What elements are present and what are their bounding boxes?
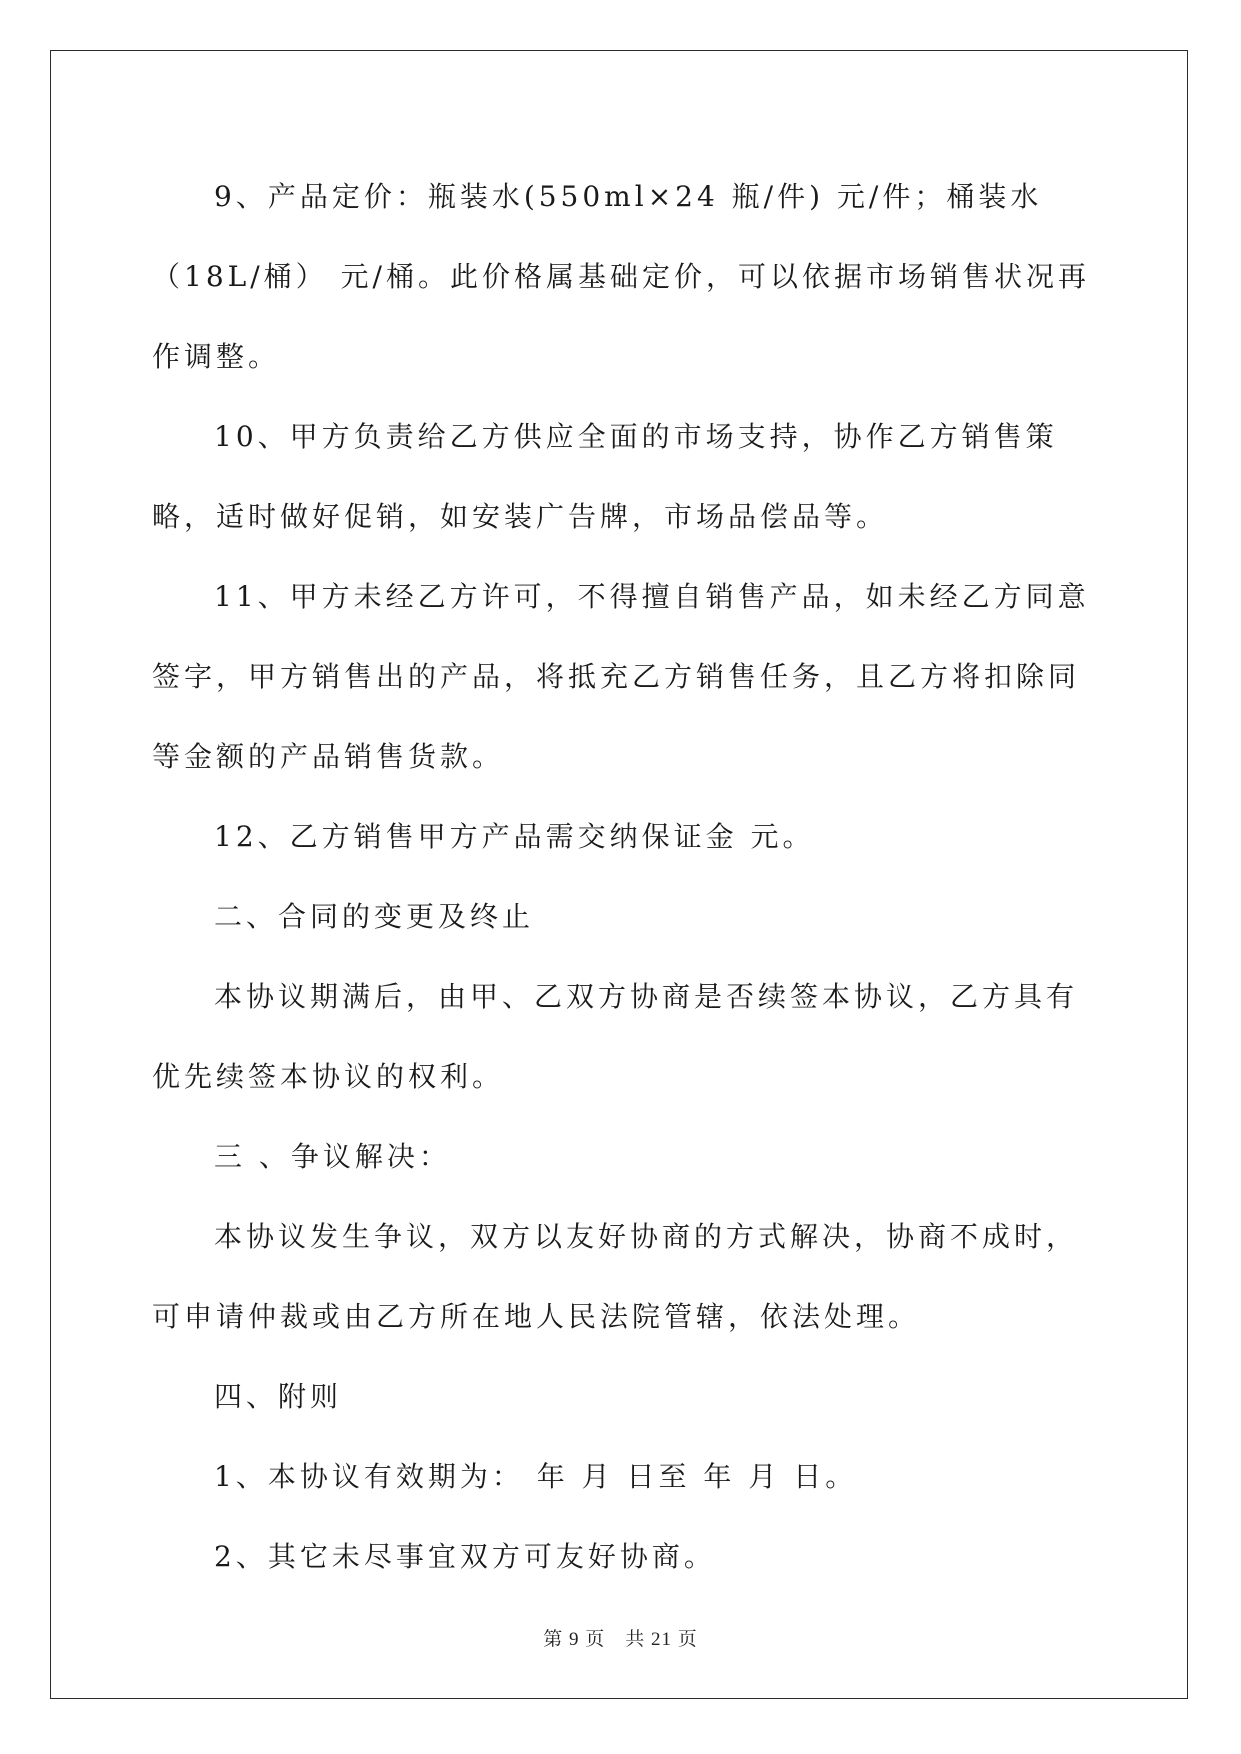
section-2-body: 本协议期满后，由甲、乙双方协商是否续签本协议，乙方具有优先续签本协议的权利。 [152, 980, 1079, 1093]
page-number-footer: 第 9 页 共 21 页 [543, 1629, 698, 1650]
section-2-heading: 二、合同的变更及终止 [214, 900, 535, 933]
appendix-item-1: 1、本协议有效期为： 年 月 日至 年 月 日。 [214, 1460, 858, 1493]
appendix-item-2: 2、其它未尽事宜双方可友好协商。 [214, 1540, 716, 1573]
clause-11-unauthorized-sales: 11、甲方未经乙方许可，不得擅自销售产品，如未经乙方同意签字，甲方销售出的产品，将抵充乙方销售任务，且乙方将扣除同等金额的产品销售货款。 [152, 580, 1090, 773]
clause-12-deposit: 12、乙方销售甲方产品需交纳保证金 元。 [214, 820, 815, 853]
clause-9-pricing: 9、产品定价：瓶装水(550ml×24 瓶/件) 元/件；桶装水（18L/桶） 元/桶。此价格属基础定价，可以依据市场销售状况再作调整。 [152, 180, 1090, 373]
section-4-heading: 四、附则 [214, 1380, 343, 1413]
section-3-body: 本协议发生争议，双方以友好协商的方式解决，协商不成时，可申请仲裁或由乙方所在地人民法院管辖，依法处理。 [152, 1220, 1079, 1333]
document-body [152, 157, 1092, 1597]
clause-10-market-support: 10、甲方负责给乙方供应全面的市场支持，协作乙方销售策略，适时做好促销，如安装广告牌，市场品偿品等。 [152, 420, 1058, 533]
section-3-heading: 三 、争议解决： [214, 1140, 451, 1173]
